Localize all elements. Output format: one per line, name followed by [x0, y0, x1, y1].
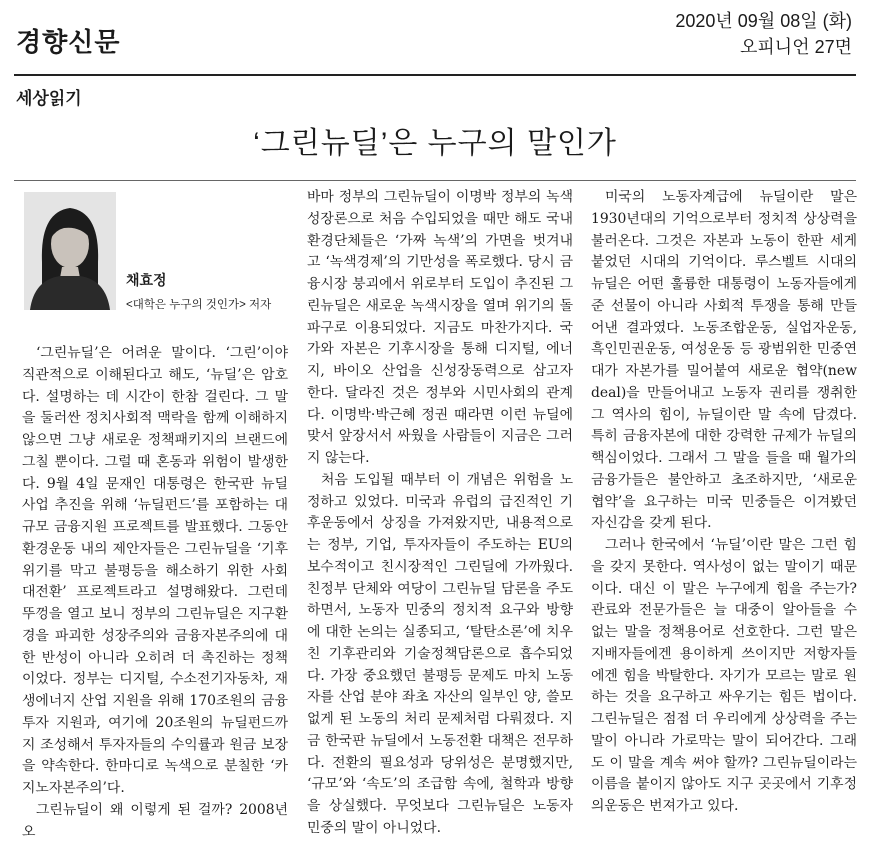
publication-date — [675, 8, 852, 60]
top-divider — [14, 74, 856, 76]
headline: ‘그린뉴딜’은 누구의 말인가 — [253, 127, 617, 160]
paragraph: 미국의 노동자계급에 뉴딜이란 말은 1930년대의 기억으로부터 정치적 상상력을 불러온다. 그것은 자본과 노동이 한판 세게 붙었던 시대의 기억이다. 루스벨트 시대의 뉴딜은 어떤 훌륭한 대통령이 노동자들에게 준 선물이 아니라 사회적 투쟁을 통해 만들어낸 결과였다. 노동조합운동, 실업자운동, 흑인민권운동, 여성운동 등 광범위한 민중연대가 자본가를 밀어붙여 새로운 협약(new deal)을 만들어내고 노동자 권리를 쟁취한 그 역사의 힘이, 뉴딜이란 말 속에 담겼다. 특히 금융자본에 대한 강력한 규제가 뉴딜의 핵심이었다. 그래서 그 말을 들을 때 월가의 금융가들은 불안하고 초조하지만, ‘새로운 협약’을 요구하는 미국 민중들은 이겨봤던 자신감을 갖게 된다. — [591, 189, 857, 532]
article-column-3 — [591, 187, 857, 818]
paragraph: ‘그린뉴딜’은 어려운 말이다. ‘그린’이야 직관적으로 이해된다고 해도, ‘뉴딜’은 암호다. 설명하는 데 시간이 한참 걸린다. 그 말을 둘러싼 정치사회적 맥락을 함께 이해하지 않으면 그냥 새로운 정책패키지의 브랜드에 그칠 뿐이다. 그럴 때 혼동과 위험이 발생한다. 9월 4일 문재인 대통령은 한국판 뉴딜 사업 추진을 위해 ‘뉴딜펀드’를 포함하는 대규모 금융지원 프로젝트를 발표했다. 그동안 환경운동 내의 제안자들은 그린뉴딜을 ‘기후위기를 막고 불평등을 해소하기 위한 사회 대전환’ 프로젝트라고 설명해왔다. 그런데 뚜껑을 열고 보니 정부의 그린뉴딜은 지구환경을 파괴한 성장주의와 금융자본주의에 대한 반성이 아니라 오히려 더 촉진하는 정책이었다. 정부는 디지털, 수소전기자동차, 재생에너지 산업 지원을 위해 170조원의 금융투자 지원과, 여기에 20조원의 뉴딜펀드까지 조성해서 투자자들의 수익률과 원금 보장을 약속한다. 한마디로 녹색으로 분칠한 ‘카지노자본주의’다. — [22, 345, 288, 796]
paragraph: 그러나 한국에서 ‘뉴딜’이란 말은 그런 힘을 갖지 못한다. 역사성이 없는 말이기 때문이다. 대신 이 말은 누구에게 힘을 주는가? 관료와 전문가들은 늘 대중이 알아들을 수 없는 말을 정책용어로 선호한다. 그런 말은 지배자들에겐 용이하게 쓰이지만 저항자들에겐 힘을 박탈한다. 자기가 모르는 말로 원하는 것을 요구하고 싸우기는 힘든 법이다. 그린뉴딜은 점점 더 우리에게 상상력을 주는 말이 아니라 가로막는 말이 되어간다. 그래도 이 말을 계속 써야 할까? 그린뉴딜이라는 이름을 붙이지 않아도 지구 곳곳에서 기후정의운동은 번져가고 있다. — [591, 537, 857, 814]
paragraph: 그린뉴딜이 왜 이렇게 된 걸까? 2008년 오 — [22, 801, 288, 840]
article-column-2 — [307, 187, 573, 840]
author-description: <대학은 누구의 것인가> 저자 — [126, 299, 272, 311]
author-name: 채효정 — [126, 272, 167, 288]
paragraph: 처음 도입될 때부터 이 개념은 위험을 노정하고 있었다. 미국과 유럽의 급진적인 기후운동에서 상징을 가져왔지만, 내용적으로는 정부, 기업, 투자자들이 주도하는 EU의 보수적이고 친시장적인 그린딜에 가까웠다. 친정부 단체와 여당이 그린뉴딜 담론을 주도하면서, 노동자 민중의 정치적 요구와 방향에 대한 논의는 실종되고, ‘탈탄소론’에 치우친 기후관리와 기술정책담론으로 흡수되었다. 가장 중요했던 불평등 문제도 마치 노동자를 산업 분야 좌초 자산의 일부인 양, 쓸모없게 된 노동의 처리 문제처럼 다뤄졌다. 지금 한국판 뉴딜에서 노동전환 대책은 전무하다. 전환의 필요성과 당위성은 분명했지만, ‘규모’와 ‘속도’의 조급함 속에, 철학과 방향을 상실했다. 무엇보다 그린뉴딜은 노동자 민중의 말이 아니었다. — [307, 471, 573, 836]
headline-divider — [14, 180, 856, 181]
article-column-1 — [22, 343, 288, 843]
paragraph: 바마 정부의 그린뉴딜이 이명박 정부의 녹색성장론으로 처음 수입되었을 때만 해도 국내 환경단체들은 ‘가짜 녹색’의 가면을 벗겨내고 ‘녹색경제’의 기만성을 폭로했다. 당시 금융시장 붕괴에서 위로부터 도입이 추진된 그린뉴딜은 새로운 녹색시장을 열며 위기의 돌파구로 이용되었다. 지금도 마찬가지다. 국가와 자본은 기후시장을 통해 디지털, 에너지, 바이오 산업을 신성장동력으로 삼고자 한다. 달라진 것은 정부와 시민사회의 관계다. 이명박·박근혜 정권 때라면 이런 뉴딜에 맞서 앞장서서 싸웠을 사람들이 지금은 그러지 않는다. — [307, 189, 573, 466]
section-label: 세상읽기 — [16, 89, 82, 108]
date-line: 2020년 09월 08일 (화) — [675, 11, 852, 31]
author-photo — [24, 192, 116, 310]
author-portrait-icon — [24, 192, 116, 310]
page-info: 오피니언 27면 — [740, 37, 852, 57]
masthead: 경향신문 — [16, 28, 121, 58]
author-info — [126, 270, 271, 312]
